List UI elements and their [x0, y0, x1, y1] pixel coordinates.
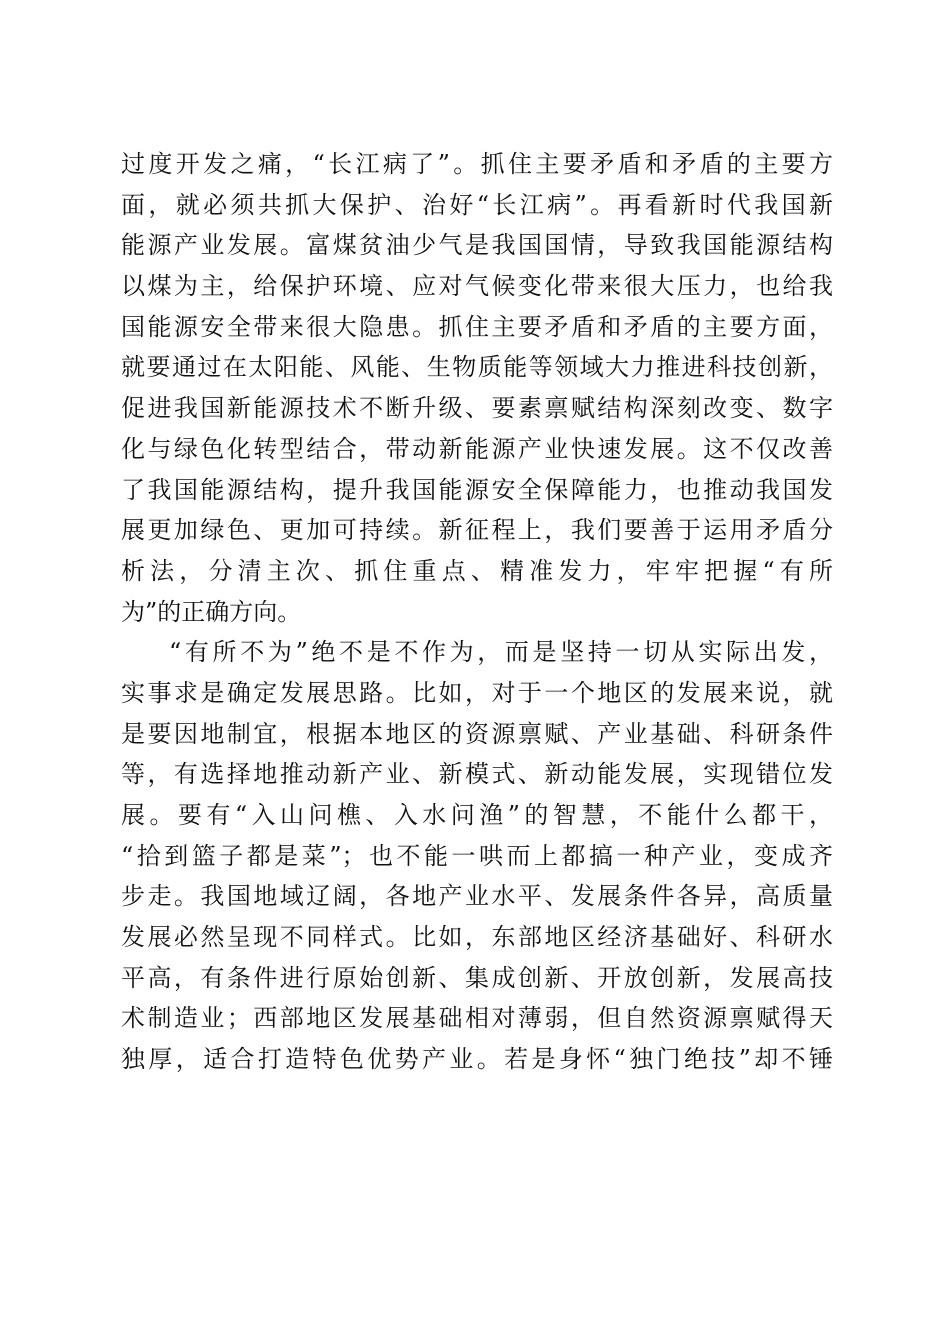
text-line: 术制造业；西部地区发展基础相对薄弱，但自然资源禀赋得天 [121, 1004, 833, 1033]
text-line: 国能源安全带来很大隐患。抓住主要矛盾和矛盾的主要方面， [121, 312, 833, 341]
text-line: 了我国能源结构，提升我国能源安全保障能力，也推动我国发 [121, 475, 833, 504]
text-line: 化与绿色化转型结合，带动新能源产业快速发展。这不仅改善 [121, 434, 833, 463]
text-line: 步走。我国地域辽阔，各地产业水平、发展条件各异，高质量 [121, 882, 833, 911]
text-line: 发展必然呈现不同样式。比如，东部地区经济基础好、科研水 [121, 923, 833, 952]
text-line: 就要通过在太阳能、风能、生物质能等领域大力推进科技创新， [121, 353, 833, 382]
paragraph-2 [121, 632, 833, 1080]
text-line: “拾到篮子都是菜”；也不能一哄而上都搞一种产业，变成齐 [121, 841, 833, 870]
document-body [121, 144, 833, 1080]
text-line: 等，有选择地推动新产业、新模式、新动能发展，实现错位发 [121, 760, 833, 789]
text-line: 平高，有条件进行原始创新、集成创新、开放创新，发展高技 [121, 963, 833, 992]
text-line: 促进我国新能源技术不断升级、要素禀赋结构深刻改变、数字 [121, 394, 833, 423]
text-line: 展更加绿色、更加可持续。新征程上，我们要善于运用矛盾分 [121, 516, 833, 545]
text-line: 面，就必须共抓大保护、治好“长江病”。再看新时代我国新 [121, 190, 833, 219]
text-line: 析法，分清主次、抓住重点、精准发力，牢牢把握“有所 [121, 556, 833, 585]
text-line: 展。要有“入山问樵、入水问渔”的智慧，不能什么都干， [121, 801, 833, 829]
text-line: “有所不为”绝不是不作为，而是坚持一切从实际出发， [169, 638, 833, 667]
text-line: 以煤为主，给保护环境、应对气候变化带来很大压力，也给我 [121, 272, 833, 301]
text-line: 是要因地制宜，根据本地区的资源禀赋、产业基础、科研条件 [121, 719, 833, 748]
text-line: 过度开发之痛，“长江病了”。抓住主要矛盾和矛盾的主要方 [121, 150, 833, 178]
text-line: 独厚，适合打造特色优势产业。若是身怀“独门绝技”却不锤 [121, 1045, 833, 1074]
text-line: 能源产业发展。富煤贫油少气是我国国情，导致我国能源结构 [121, 231, 833, 260]
paragraph-1 [121, 144, 833, 632]
text-line: 为”的正确方向。 [121, 597, 302, 626]
text-line: 实事求是确定发展思路。比如，对于一个地区的发展来说，就 [121, 678, 833, 707]
